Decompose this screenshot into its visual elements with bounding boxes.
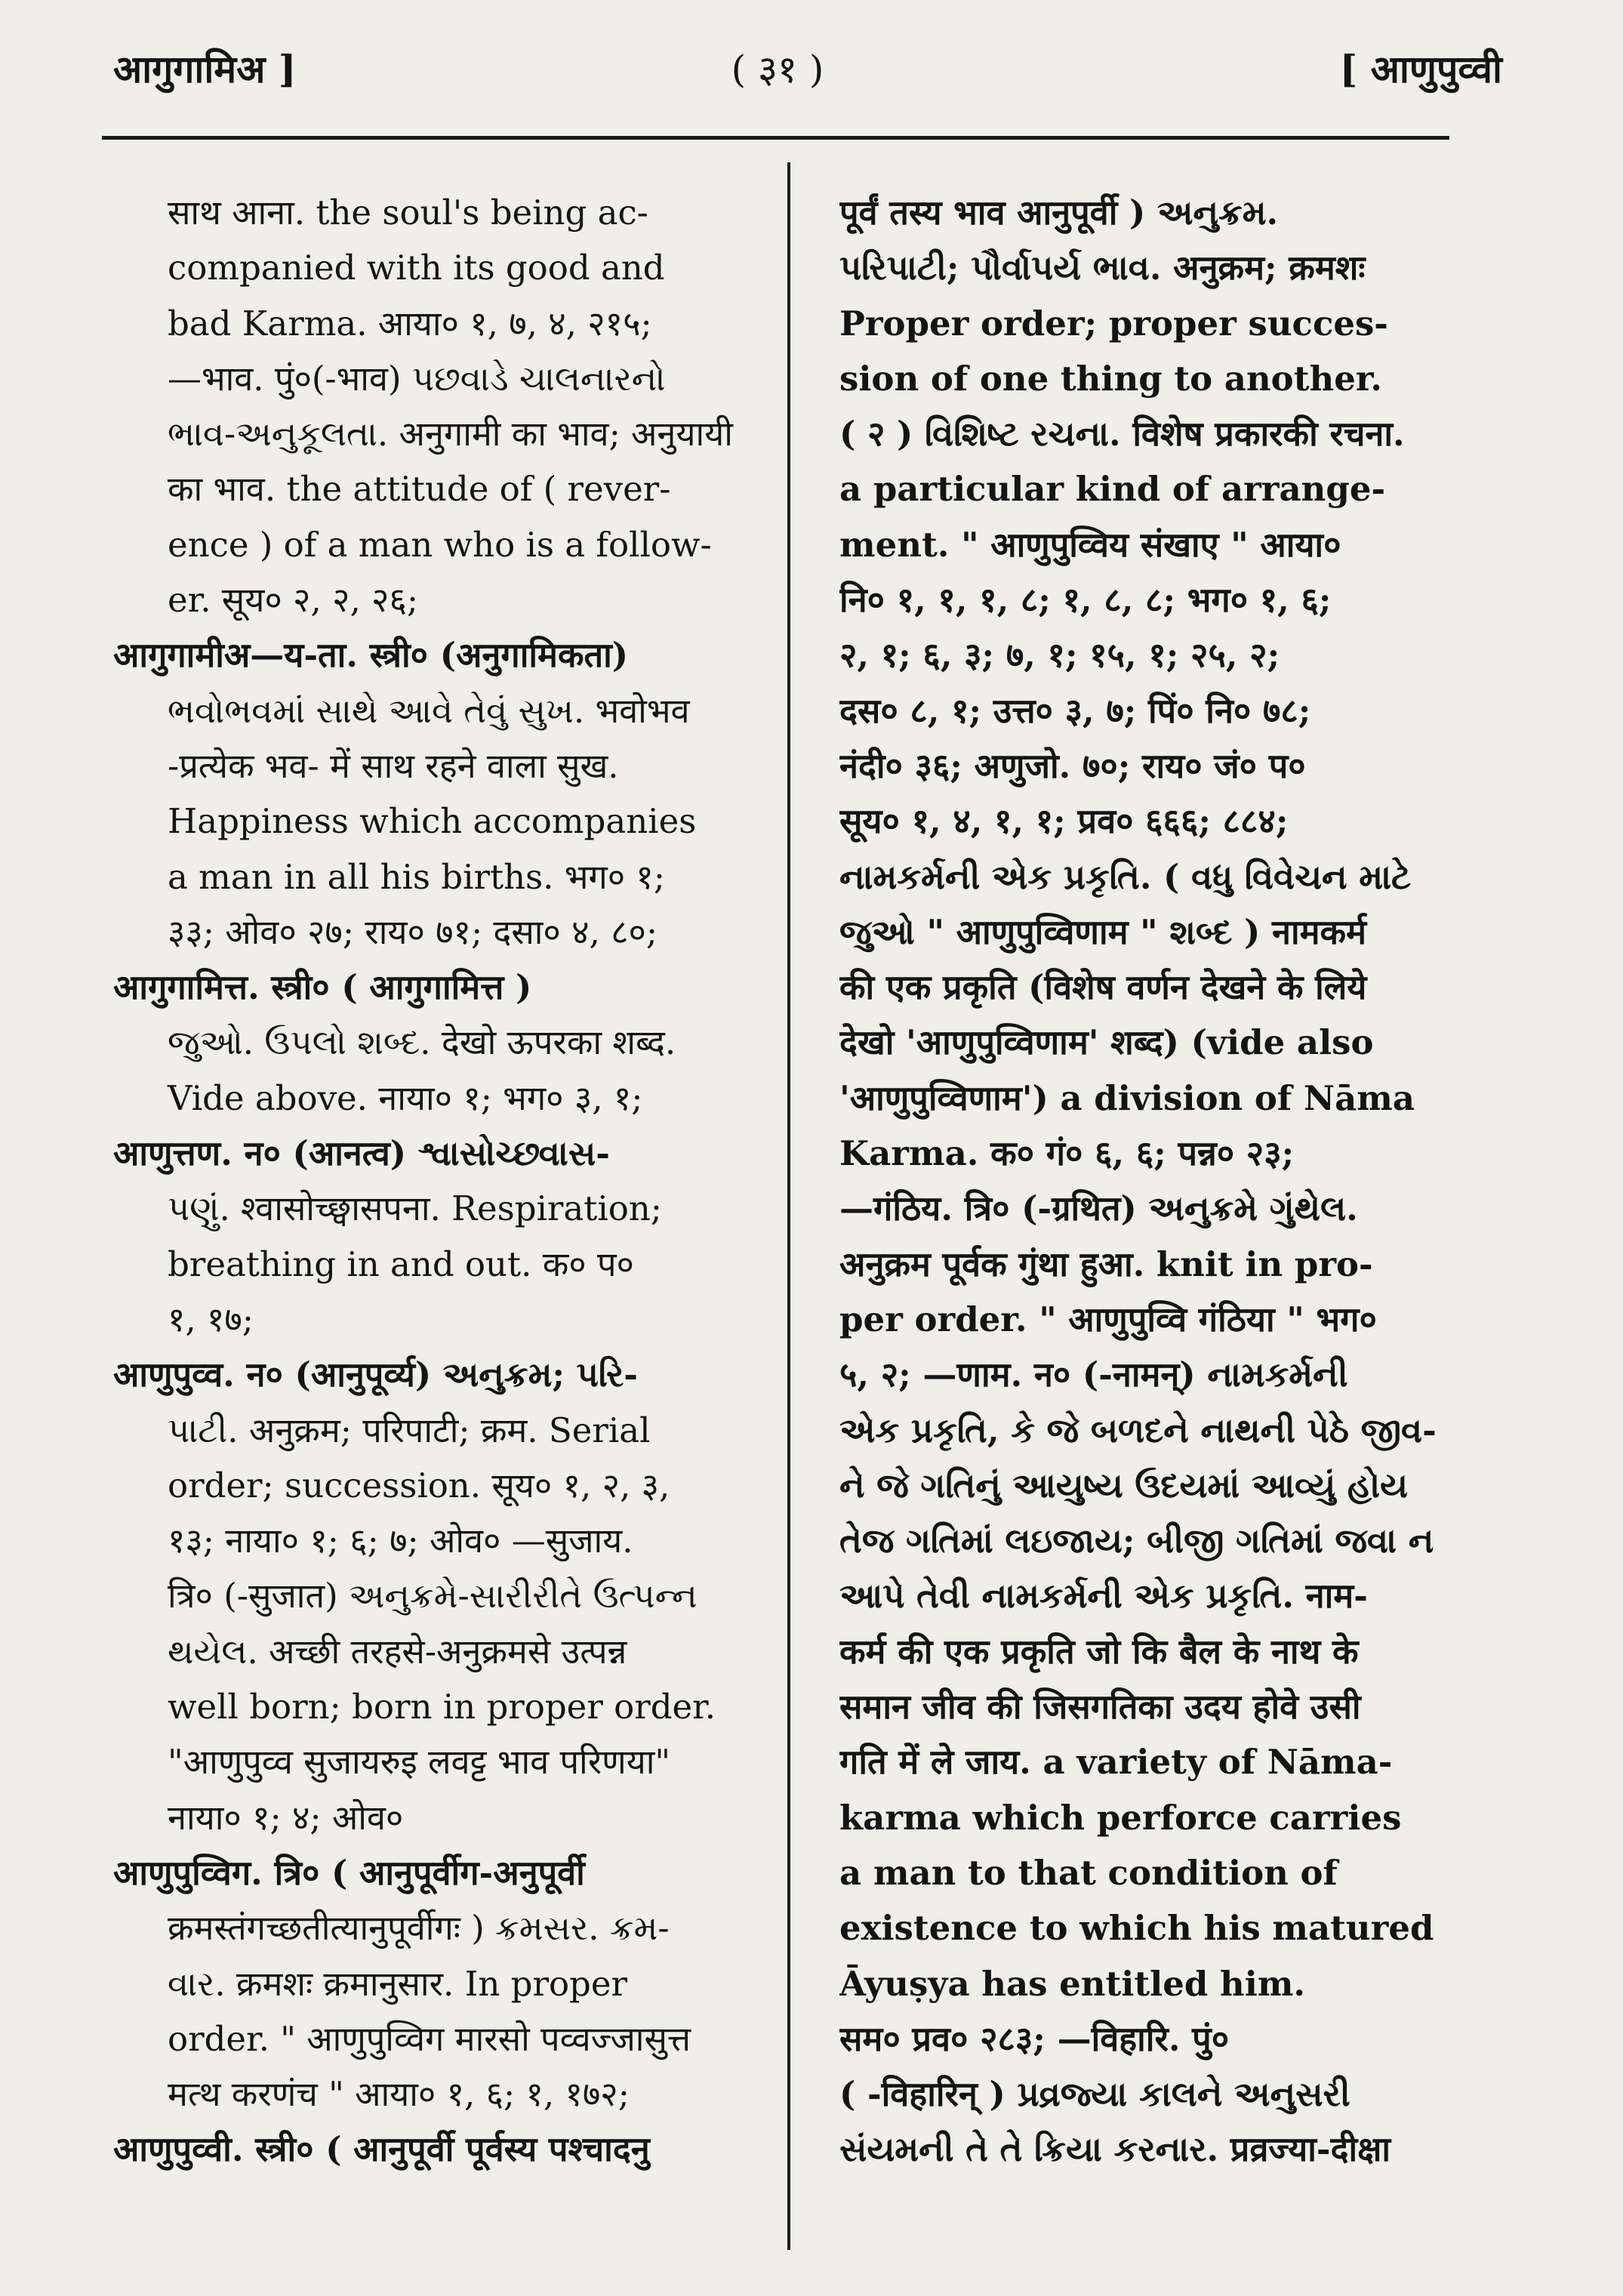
text-line: a man to that condition of xyxy=(839,1852,1338,1893)
text-line: आणुपुव्विग. त्रि० ( आनुपूर्वीग-अनुपूर्वी xyxy=(113,1852,585,1893)
text-line: per order. " आणुपुव्वि गंठिया " भग० xyxy=(839,1299,1377,1339)
text-line: પરિપાટી; પૌર્વાપર્ય ભાવ. अनुक्रम; क्रमशः xyxy=(839,248,1366,288)
text-line: क्रमस्तंगच्छतीत्यानुपूर्वीगः ) ક્રમસર. ક્રમ- xyxy=(168,1908,670,1949)
text-line: er. सूय० २, २, २६; xyxy=(168,580,419,621)
text-line: कर्म की एक प्रकृति जो कि बैल के नाथ के xyxy=(839,1631,1359,1672)
text-line: आणुपुव्व. न० (आनुपूर्व्य) અનુક્રમ; પરિ- xyxy=(113,1354,638,1395)
text-line: आगुगामित्त. स्त्री० ( आगुगामित्त ) xyxy=(113,967,532,1008)
text-line: જુઓ. ઉપલો શબ્દ. देखो ऊपरका शब्द. xyxy=(168,1022,676,1063)
text-line: Proper order; proper succes- xyxy=(839,303,1388,344)
text-line: breathing in and out. क० प० xyxy=(168,1244,634,1284)
text-line: ३३; ओव० २७; राय० ७१; दसा० ४, ८०; xyxy=(168,911,658,952)
text-line: का भाव. the attitude of ( rever- xyxy=(168,469,671,510)
text-line: मत्थ करणंच " आया० १, ६; १, १७२; xyxy=(168,2074,630,2115)
text-line: એક પ્રકૃતિ, કે જે બળદને નાથની પેઠે જીવ- xyxy=(839,1410,1437,1450)
text-line: २, १; ६, ३; ७, १; १५, १; २५, २; xyxy=(839,635,1280,676)
text-line: karma which perforce carries xyxy=(839,1797,1402,1838)
text-line: पूर्वं तस्य भाव आनुपूर्वी ) અનુક્રમ. xyxy=(839,193,1279,233)
text-line: ( -विहारिन् ) પ્રવ્રજ્યા કાલને અનુસરી xyxy=(839,2074,1350,2115)
text-line: પણું. श्वासोच्छ्वासपना. Respiration; xyxy=(168,1188,662,1229)
text-line: ને જે ગતિનું આયુષ્ય ઉદયમાં આવ્યું હોય xyxy=(839,1465,1409,1505)
text-line: થયેલ. अच्छी तरहसे-अनुक्रमसे उत्पन्न xyxy=(168,1631,627,1672)
text-line: ence ) of a man who is a follow- xyxy=(168,524,712,565)
text-line: "आणुपुव्व सुजायरुइ लवट्ट भाव परिणया" xyxy=(168,1742,671,1783)
text-line: —भाव. पुं०(-भाव) પછવાડે ચાલનારનો xyxy=(168,358,666,399)
header-rule xyxy=(102,136,1449,140)
text-line: की एक प्रकृति (विशेष वर्णन देखने के लिये xyxy=(839,967,1367,1008)
text-line: देखो 'आणुपुव्विणाम' शब्द) (vide also xyxy=(839,1022,1374,1063)
text-line: well born; born in proper order. xyxy=(168,1687,716,1727)
text-line: પાટી. अनुक्रम; परिपाटी; क्रम. Serial xyxy=(168,1410,651,1450)
page-number: ( ३१ ) xyxy=(731,48,824,91)
text-line: order. " आणुपुव्विग मारसो पव्वज्जासुत्त xyxy=(168,2018,691,2059)
right-column xyxy=(839,185,1440,2177)
text-line: साथ आना. the soul's being ac- xyxy=(168,193,648,233)
text-line: १३; नाया० १; ६; ७; ओव० —सुजाय. xyxy=(168,1521,633,1561)
text-line: १, १७; xyxy=(168,1299,254,1339)
text-line: a man in all his births. भग० १; xyxy=(168,856,665,897)
text-line: गति में ले जाय. a variety of Nāma- xyxy=(839,1742,1393,1783)
text-line: Karma. क० गं० ६, ६; पन्न० २३; xyxy=(839,1133,1295,1174)
text-line: आगुगामीअ—य-ता. स्त्री० (अनुगामिकता) xyxy=(113,635,629,676)
text-line: दस० ८, १; उत्त० ३, ७; पिं० नि० ७८; xyxy=(839,690,1311,731)
text-line: નામકર્મની એક પ્રકૃતિ. ( વધુ વિવેચન માટે xyxy=(839,856,1412,897)
text-line: सम० प्रव० २८३; —विहारि. पुं० xyxy=(839,2018,1230,2059)
text-line: नि० १, १, १, ८; १, ८, ८; भग० १, ६; xyxy=(839,580,1332,621)
text-line: आणुत्तण. न० (आनत्व) શ્વાસોચ્છ્વાસ- xyxy=(113,1133,610,1174)
text-line: sion of one thing to another. xyxy=(839,358,1383,399)
text-line: સંયમની તે તે ક્રિયા કરનાર. प्रव्रज्या-दीक्षा xyxy=(839,2129,1391,2170)
text-line: Āyuṣya has entitled him. xyxy=(839,1963,1306,2004)
text-line: order; succession. सूय० १, २, ३, xyxy=(168,1465,670,1505)
text-line: -प्रत्येक भव- में साथ रहने वाला सुख. xyxy=(168,745,619,786)
text-line: सूय० १, ४, १, १; प्रव० ६६६; ८८४; xyxy=(839,801,1289,842)
text-line: Happiness which accompanies xyxy=(168,801,697,842)
text-line: नाया० १; ४; ओव० xyxy=(168,1797,404,1838)
text-line: ભવોભવમાં સાથે આવે તેવું સુખ. भवोभव xyxy=(168,690,690,731)
text-line: 'आणुपुव्विणाम') a division of Nāma xyxy=(839,1077,1415,1118)
running-head-left: आगुगामिअ ] xyxy=(113,47,297,91)
text-line: આપે તેવી નામકર્મની એક પ્રકૃતિ. नाम- xyxy=(839,1576,1368,1616)
text-line: a particular kind of arrange- xyxy=(839,469,1386,510)
text-line: आणुपुव्वी. स्त्री० ( आनुपूर्वी पूर्वस्य पश्चादनु xyxy=(113,2129,650,2170)
running-head-right: [ आणुपुव्वी xyxy=(1339,47,1502,91)
text-line: bad Karma. आया० १, ७, ४, २१५; xyxy=(168,303,652,344)
text-line: समान जीव की जिसगतिका उदय होवे उसी xyxy=(839,1687,1361,1727)
text-line: —गंठिय. त्रि० (-ग्रथित) અનુક્રમે ગુંથેલ. xyxy=(839,1188,1358,1229)
text-line: नंदी० ३६; अणुजो. ७०; राय० जं० प० xyxy=(839,745,1306,786)
text-line: अनुक्रम पूर्वक गुंथा हुआ. knit in pro- xyxy=(839,1244,1373,1284)
text-line: વાર. क्रमशः क्रमानुसार. In proper xyxy=(168,1963,628,2004)
text-line: ( २ ) વિશિષ્ટ રચના. विशेष प्रकारकी रचना. xyxy=(839,414,1405,455)
column-divider xyxy=(787,162,790,2250)
text-line: Vide above. नाया० १; भग० ३, १; xyxy=(168,1077,643,1118)
text-line: ment. " आणुपुव्विय संखाए " आया० xyxy=(839,524,1341,565)
text-line: existence to which his matured xyxy=(839,1908,1434,1949)
text-line: ५, २; —णाम. न० (-नामन्) નામકર્મની xyxy=(839,1354,1348,1395)
text-line: त्रि० (-सुजात) અનુક્રમે-સારીરીતે ઉત્પન્ન xyxy=(168,1576,698,1616)
left-column xyxy=(113,185,755,2177)
text-line: ભાવ-અનુકૂલતા. अनुगामी का भाव; अनुयायी xyxy=(168,414,733,455)
text-line: companied with its good and xyxy=(168,248,665,288)
text-line: તેજ ગતિમાં લઇજાય; બીજી ગતિમાં જવા ન xyxy=(839,1521,1434,1561)
text-line: જુઓ " आणुपुव्विणाम " શબ્દ ) नामकर्म xyxy=(839,911,1366,952)
